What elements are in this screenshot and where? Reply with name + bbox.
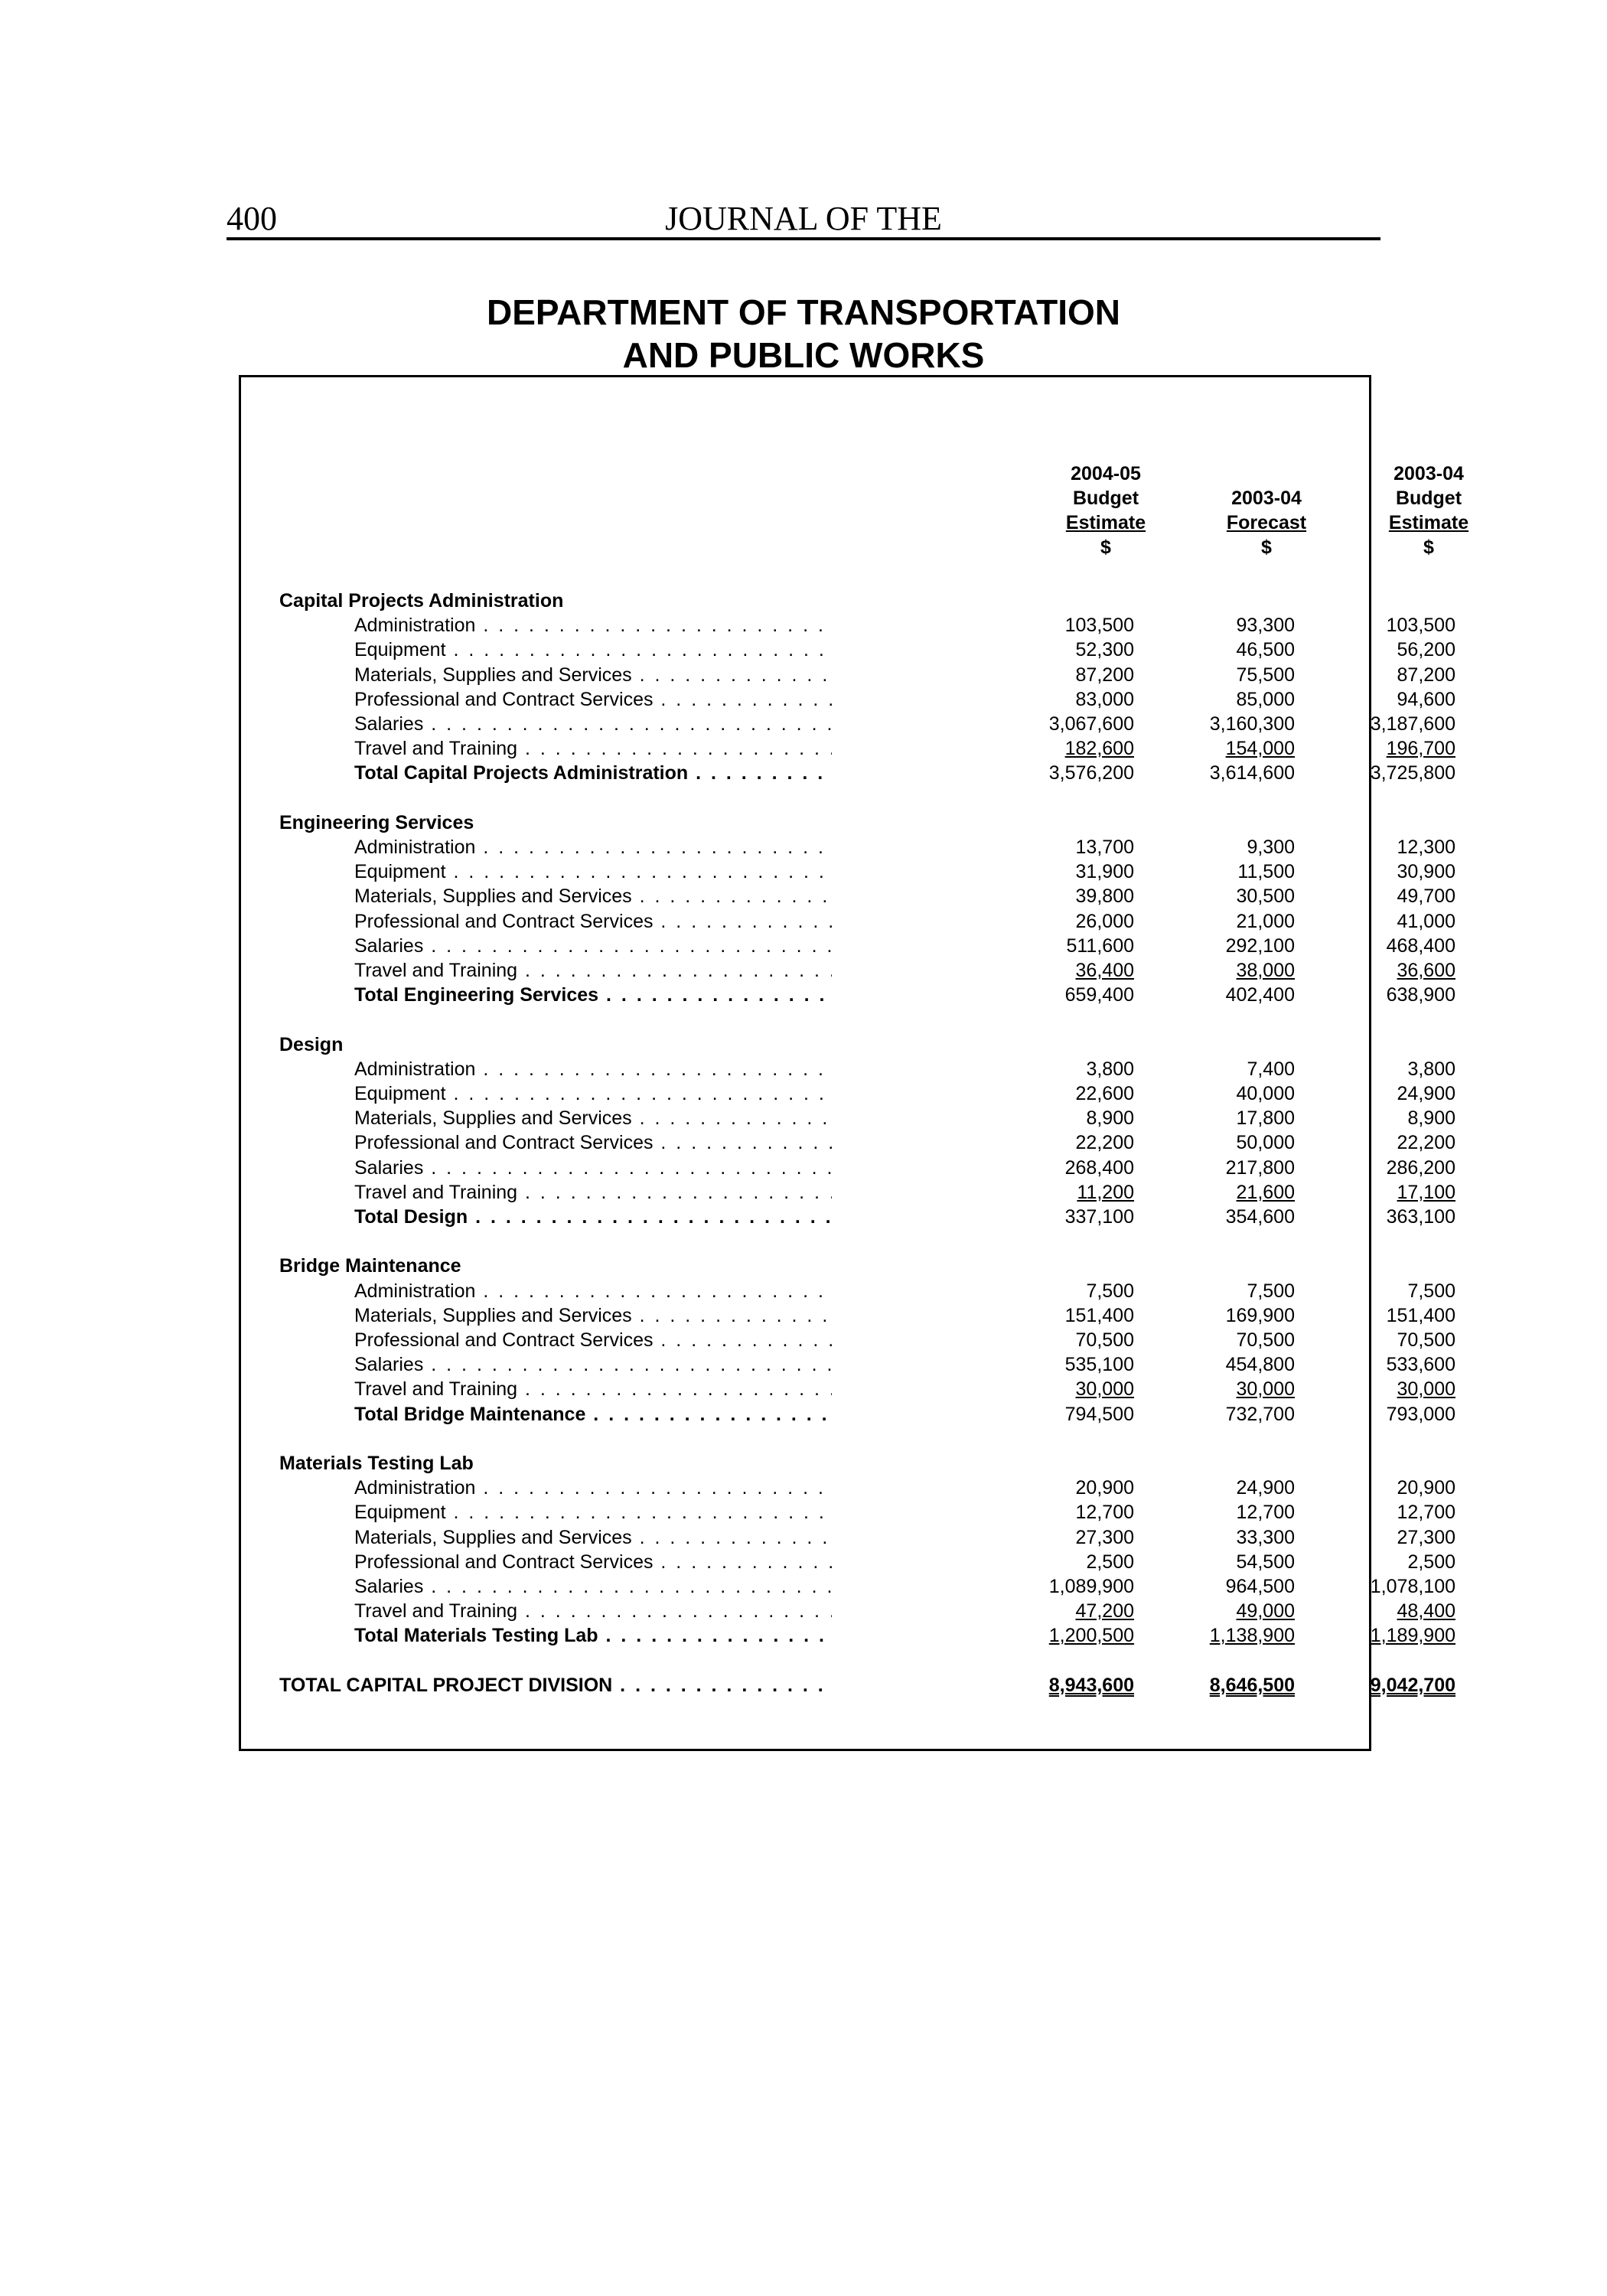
value-cell: 30,900 [1397, 861, 1455, 883]
row-label: Salaries [354, 934, 424, 957]
value-cell: 7,500 [1247, 1280, 1295, 1302]
table-row [241, 958, 1455, 983]
value-cell: 533,600 [1386, 1354, 1455, 1376]
section-total-row [241, 1402, 1455, 1427]
value-cell: 468,400 [1386, 934, 1455, 957]
total-label: Total Design [354, 1206, 468, 1228]
value-cell: 36,600 [1397, 960, 1455, 981]
row-label: Materials, Supplies and Services [354, 1304, 632, 1326]
value-cell: 535,100 [1064, 1354, 1134, 1376]
value-cell: 21,000 [1236, 910, 1295, 932]
table-row [241, 712, 1455, 736]
table-row [241, 1525, 1455, 1550]
value-cell: 12,700 [1075, 1502, 1134, 1524]
value-cell: 3,725,800 [1370, 762, 1455, 784]
value-cell: 38,000 [1236, 960, 1295, 981]
value-cell: 41,000 [1397, 910, 1455, 932]
value-cell: 54,500 [1236, 1551, 1295, 1573]
value-cell: 9,300 [1247, 837, 1295, 858]
value-cell: 36,400 [1075, 960, 1134, 981]
value-cell: 24,900 [1397, 1083, 1455, 1104]
value-cell: 40,000 [1236, 1083, 1295, 1104]
row-label: Administration [354, 1477, 476, 1499]
column-kind: Estimate [1388, 512, 1469, 533]
value-cell: 363,100 [1386, 1206, 1455, 1228]
value-cell: 7,400 [1247, 1058, 1295, 1080]
value-cell: 87,200 [1397, 664, 1455, 686]
row-label: Administration [354, 615, 476, 637]
table-row [241, 1377, 1455, 1401]
table-row [241, 1476, 1455, 1500]
table-row [241, 1352, 1455, 1377]
row-label: Travel and Training [354, 1181, 518, 1203]
value-cell: 3,800 [1407, 1058, 1455, 1080]
value-cell: 2,500 [1086, 1551, 1134, 1573]
table-row [241, 1574, 1455, 1599]
value-cell: 3,576,200 [1048, 762, 1134, 784]
value-cell: 24,900 [1236, 1477, 1295, 1499]
value-cell: 1,189,900 [1370, 1625, 1455, 1647]
table-row [241, 687, 1455, 712]
table-row [241, 884, 1455, 908]
row-label: Travel and Training [354, 738, 518, 760]
value-cell: 30,000 [1397, 1378, 1455, 1401]
value-cell: 268,400 [1064, 1156, 1134, 1179]
table-row [241, 909, 1455, 934]
page-number: 400 [227, 200, 277, 237]
value-cell: 402,400 [1225, 984, 1295, 1006]
value-cell: 337,100 [1064, 1206, 1134, 1228]
row-label: Administration [354, 1058, 476, 1080]
row-label: Materials, Supplies and Services [354, 1107, 632, 1130]
value-cell: 8,900 [1086, 1107, 1134, 1130]
table-row [241, 638, 1455, 662]
table-row [241, 613, 1455, 638]
section-header [241, 1032, 1369, 1057]
row-label: Administration [354, 837, 476, 858]
table-row [241, 1279, 1455, 1303]
table-row [241, 1081, 1455, 1106]
grand-total-row [241, 1673, 1455, 1698]
column-year: 2004-05 [1071, 463, 1141, 484]
column-unit: $ [1423, 536, 1434, 558]
table-row [241, 1550, 1455, 1574]
value-cell: 217,800 [1225, 1156, 1295, 1179]
row-label: Travel and Training [354, 1378, 518, 1401]
value-cell: 151,400 [1064, 1304, 1134, 1326]
value-cell: 732,700 [1225, 1403, 1295, 1425]
row-label: Equipment [354, 639, 446, 661]
value-cell: 30,000 [1075, 1378, 1134, 1401]
value-cell: 12,700 [1397, 1502, 1455, 1524]
table-row [241, 1130, 1455, 1155]
value-cell: 1,078,100 [1370, 1576, 1455, 1597]
value-cell: 52,300 [1075, 639, 1134, 661]
value-cell: 196,700 [1386, 738, 1455, 760]
column-type: 2003-04 [1231, 488, 1302, 509]
value-cell: 3,160,300 [1209, 713, 1295, 735]
value-cell: 30,000 [1236, 1378, 1295, 1401]
value-cell: 85,000 [1236, 688, 1295, 710]
column-header-2004-05-budget [1022, 461, 1190, 559]
row-label: Professional and Contract Services [354, 1132, 654, 1154]
table-row [241, 1500, 1455, 1525]
table-row [241, 1599, 1455, 1623]
table-row [241, 736, 1455, 761]
value-cell: 27,300 [1075, 1526, 1134, 1548]
row-label: Professional and Contract Services [354, 688, 654, 710]
value-cell: 3,800 [1086, 1058, 1134, 1080]
column-type: Budget [1072, 488, 1139, 509]
total-label: Total Bridge Maintenance [354, 1403, 586, 1425]
section-total-row [241, 1623, 1455, 1648]
value-cell: 1,200,500 [1048, 1625, 1134, 1647]
value-cell: 33,300 [1236, 1526, 1295, 1548]
column-unit: $ [1100, 536, 1111, 558]
value-cell: 50,000 [1236, 1132, 1295, 1154]
table-row [241, 835, 1455, 859]
value-cell: 8,943,600 [1048, 1674, 1134, 1696]
value-cell: 103,500 [1064, 615, 1134, 637]
journal-title: JOURNAL OF THE [665, 200, 942, 237]
value-cell: 70,500 [1075, 1329, 1134, 1351]
section-title: Design [279, 1033, 344, 1055]
value-cell: 70,500 [1397, 1329, 1455, 1351]
value-cell: 75,500 [1236, 664, 1295, 686]
value-cell: 87,200 [1075, 664, 1134, 686]
row-label: Administration [354, 1280, 476, 1302]
value-cell: 12,700 [1236, 1502, 1295, 1524]
value-cell: 793,000 [1386, 1403, 1455, 1425]
value-cell: 3,187,600 [1370, 713, 1455, 735]
value-cell: 49,000 [1236, 1600, 1295, 1623]
page-header [227, 193, 1380, 240]
row-label: Salaries [354, 713, 424, 735]
row-label: Equipment [354, 861, 446, 883]
value-cell: 93,300 [1236, 615, 1295, 637]
table-row [241, 1057, 1455, 1081]
row-label: Salaries [354, 1576, 424, 1597]
department-title-line-2: AND PUBLIC WORKS [622, 335, 985, 375]
column-year: 2003-04 [1393, 463, 1464, 484]
value-cell: 26,000 [1075, 910, 1134, 932]
column-year [1182, 461, 1351, 486]
value-cell: 7,500 [1407, 1280, 1455, 1302]
value-cell: 182,600 [1064, 738, 1134, 760]
column-type: Budget [1395, 488, 1462, 509]
value-cell: 22,200 [1397, 1132, 1455, 1154]
value-cell: 22,200 [1075, 1132, 1134, 1154]
value-cell: 46,500 [1236, 639, 1295, 661]
value-cell: 56,200 [1397, 639, 1455, 661]
row-label: Professional and Contract Services [354, 1551, 654, 1573]
value-cell: 20,900 [1075, 1477, 1134, 1499]
value-cell: 11,500 [1237, 861, 1295, 883]
value-cell: 27,300 [1397, 1526, 1455, 1548]
value-cell: 7,500 [1086, 1280, 1134, 1302]
total-label: Total Engineering Services [354, 984, 599, 1006]
section-header [241, 589, 1369, 613]
value-cell: 83,000 [1075, 688, 1134, 710]
value-cell: 39,800 [1075, 885, 1134, 908]
value-cell: 11,200 [1077, 1181, 1134, 1203]
value-cell: 154,000 [1225, 738, 1295, 760]
grand-total-label: TOTAL CAPITAL PROJECT DIVISION [279, 1674, 613, 1696]
table-row [241, 859, 1455, 884]
column-unit: $ [1261, 536, 1272, 558]
value-cell: 2,500 [1407, 1551, 1455, 1573]
value-cell: 659,400 [1064, 984, 1134, 1006]
section-header [241, 1451, 1369, 1476]
section-total-row [241, 1205, 1455, 1229]
row-label: Professional and Contract Services [354, 1329, 654, 1351]
section-total-row [241, 761, 1455, 785]
value-cell: 286,200 [1386, 1156, 1455, 1179]
value-cell: 20,900 [1397, 1477, 1455, 1499]
value-cell: 3,067,600 [1048, 713, 1134, 735]
value-cell: 1,138,900 [1209, 1625, 1295, 1647]
value-cell: 9,042,700 [1370, 1674, 1455, 1696]
value-cell: 30,500 [1236, 885, 1295, 908]
value-cell: 17,100 [1397, 1181, 1455, 1203]
table-row [241, 1180, 1455, 1205]
row-label: Travel and Training [354, 1600, 518, 1623]
table-row [241, 1328, 1455, 1352]
section-header [241, 1254, 1369, 1278]
value-cell: 12,300 [1397, 837, 1455, 858]
total-label: Total Capital Projects Administration [354, 762, 689, 784]
row-label: Materials, Supplies and Services [354, 885, 632, 908]
column-kind: Estimate [1065, 512, 1146, 533]
value-cell: 22,600 [1075, 1083, 1134, 1104]
column-header-2003-04-forecast [1182, 461, 1351, 559]
value-cell: 292,100 [1225, 934, 1295, 957]
value-cell: 47,200 [1075, 1600, 1134, 1623]
value-cell: 31,900 [1075, 861, 1134, 883]
row-label: Salaries [354, 1156, 424, 1179]
section-header [241, 810, 1369, 835]
table-row [241, 663, 1455, 687]
department-title-line-1: DEPARTMENT OF TRANSPORTATION [487, 292, 1120, 332]
table-row [241, 934, 1455, 958]
department-title [227, 291, 1380, 377]
value-cell: 638,900 [1386, 984, 1455, 1006]
value-cell: 794,500 [1064, 1403, 1134, 1425]
row-label: Materials, Supplies and Services [354, 1526, 632, 1548]
budget-table [239, 375, 1469, 1751]
column-kind: Forecast [1226, 512, 1307, 533]
value-cell: 8,900 [1407, 1107, 1455, 1130]
value-cell: 354,600 [1225, 1206, 1295, 1228]
value-cell: 511,600 [1066, 934, 1134, 957]
value-cell: 169,900 [1225, 1304, 1295, 1326]
table-row [241, 1106, 1455, 1130]
value-cell: 151,400 [1386, 1304, 1455, 1326]
value-cell: 454,800 [1225, 1354, 1295, 1376]
row-label: Equipment [354, 1502, 446, 1524]
column-header-2003-04-budget [1345, 461, 1513, 559]
value-cell: 17,800 [1236, 1107, 1295, 1130]
row-label: Materials, Supplies and Services [354, 664, 632, 686]
value-cell: 103,500 [1386, 615, 1455, 637]
value-cell: 964,500 [1225, 1576, 1295, 1597]
table-row [241, 1156, 1455, 1180]
value-cell: 48,400 [1397, 1600, 1455, 1623]
value-cell: 94,600 [1397, 688, 1455, 710]
section-title: Engineering Services [279, 811, 474, 833]
value-cell: 3,614,600 [1209, 762, 1295, 784]
value-cell: 13,700 [1075, 837, 1134, 858]
value-cell: 70,500 [1236, 1329, 1295, 1351]
value-cell: 49,700 [1397, 885, 1455, 908]
value-cell: 21,600 [1236, 1181, 1295, 1203]
table-row [241, 1303, 1455, 1328]
section-total-row [241, 983, 1455, 1007]
section-title: Bridge Maintenance [279, 1255, 461, 1277]
row-label: Salaries [354, 1354, 424, 1376]
value-cell: 8,646,500 [1209, 1674, 1295, 1696]
row-label: Professional and Contract Services [354, 910, 654, 932]
row-label: Travel and Training [354, 960, 518, 981]
total-label: Total Materials Testing Lab [354, 1625, 598, 1647]
value-cell: 1,089,900 [1048, 1576, 1134, 1597]
row-label: Equipment [354, 1083, 446, 1104]
section-title: Materials Testing Lab [279, 1453, 474, 1474]
section-title: Capital Projects Administration [279, 590, 564, 612]
